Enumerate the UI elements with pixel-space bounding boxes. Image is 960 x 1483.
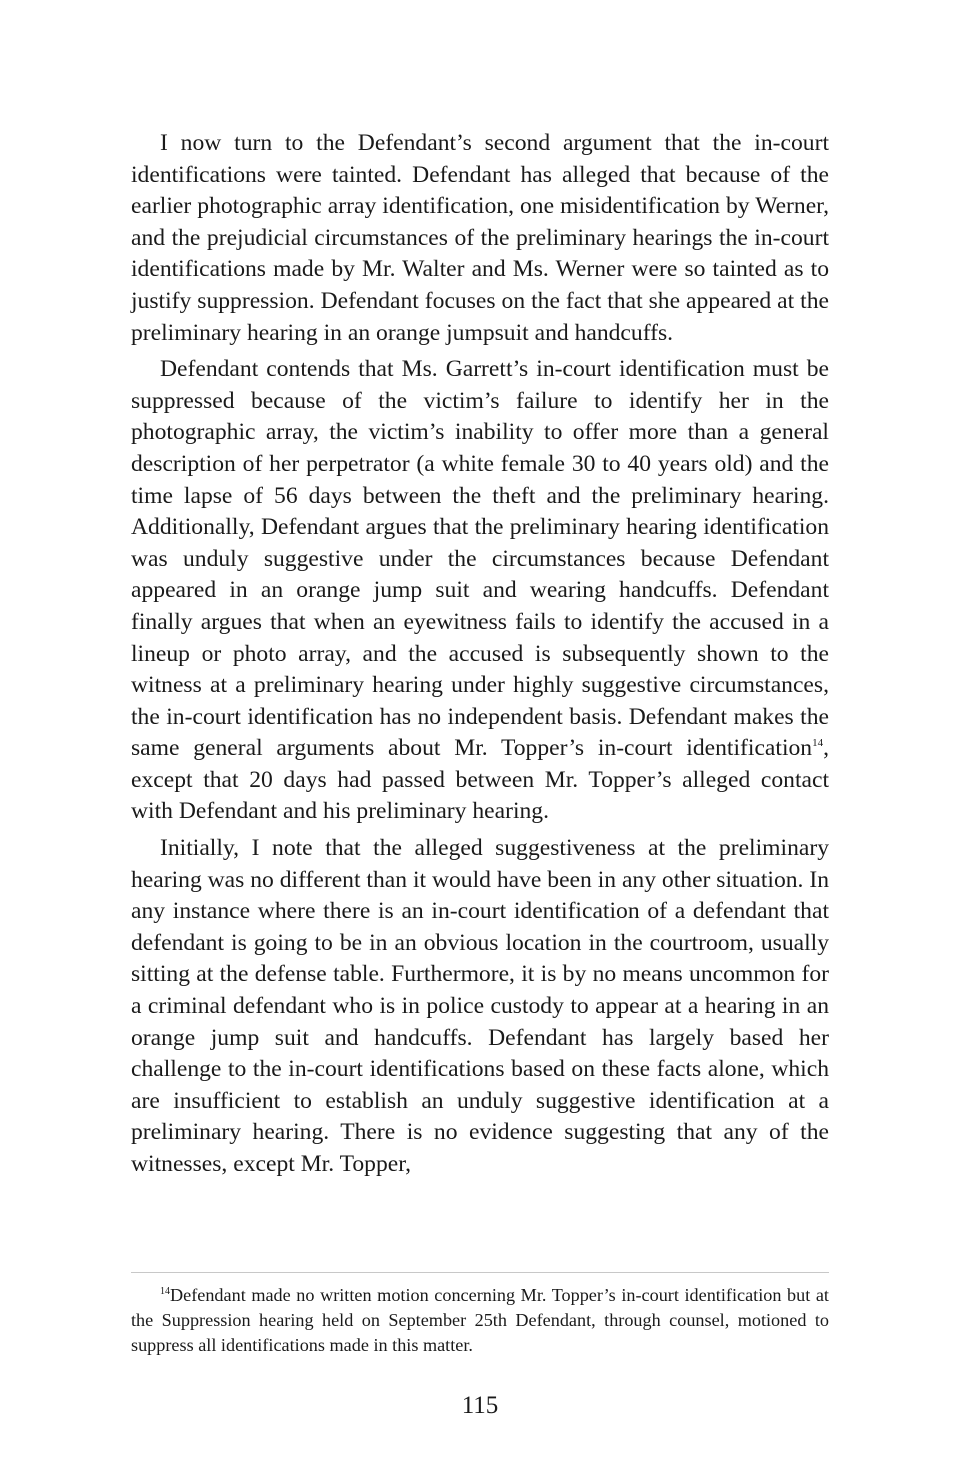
document-body xyxy=(131,128,829,1181)
footnote-marker: 14 xyxy=(160,1286,170,1297)
footnote-divider xyxy=(131,1272,829,1273)
paragraph-3-text: Initially, I note that the alleged suggestiveness at the preliminary hearing was no different than it would have been in any other situation. In any instance where there is an in-court identification of a defendant that defendant is going to be in an obvious location in the courtroom, usually sitting at the defense table. Furthermore, it is by no means uncommon for a criminal defendant who is in police custody to appear at a hearing in an orange jump suit and handcuffs. Defendant has largely based her challenge to the in-court identifications based on these facts alone, which are insufficient to establish an unduly suggestive identification at a preliminary hearing. There is no evidence suggesting that any of the witnesses, except Mr. Topper, xyxy=(131,835,830,1177)
body-paragraph-2 xyxy=(131,354,829,828)
page-number: 115 xyxy=(461,1392,499,1419)
body-paragraph-1 xyxy=(131,128,829,349)
footnote-reference-14[interactable]: 14 xyxy=(812,737,824,750)
body-paragraph-3 xyxy=(131,833,829,1181)
paragraph-2-text-after: , except that 20 days had passed between Mr. Topper’s alleged contact with Defendant and his preliminary hearing. xyxy=(131,735,829,825)
paragraph-1-text: I now turn to the Defendant’s second argument that the in-court identifications were tainted. Defendant has alleged that because of the earlier photographic array identification, one misidentification by Werner, and the prejudicial circumstances of the preliminary hearings the in-court identifications made by Mr. Walter and Ms. Werner were so tainted as to justify suppression. Defendant focuses on the fact that she appeared at the preliminary hearing in an orange jumpsuit and handcuffs. xyxy=(131,130,829,346)
footnote-text: Defendant made no written motion concerning Mr. Topper’s in-court identification but at the Suppression hearing held on September 25th Defendant, through counsel, motioned to suppress all identifications made in this matter. xyxy=(131,1285,829,1355)
footnote-14 xyxy=(131,1283,829,1357)
paragraph-2-text: Defendant contends that Ms. Garrett’s in-court identification must be suppressed because of the victim’s failure to identify her in the photographic array, the victim’s inability to offer more than a general description of her perpetrator (a white female 30 to 40 years old) and the time lapse of 56 days between the theft and the preliminary hearing. Additionally, Defendant argues that the preliminary hearing identification was unduly suggestive under the circumstances because Defendant appeared in an orange jump suit and wearing handcuffs. Defendant finally argues that when an eyewitness fails to identify the accused in a lineup or photo array, and the accused is subsequently shown to the witness at a preliminary hearing under highly suggestive circumstances, the in-court identification has no independent basis. Defendant makes the same general arguments about Mr. Topper’s in-court identification xyxy=(131,356,829,762)
